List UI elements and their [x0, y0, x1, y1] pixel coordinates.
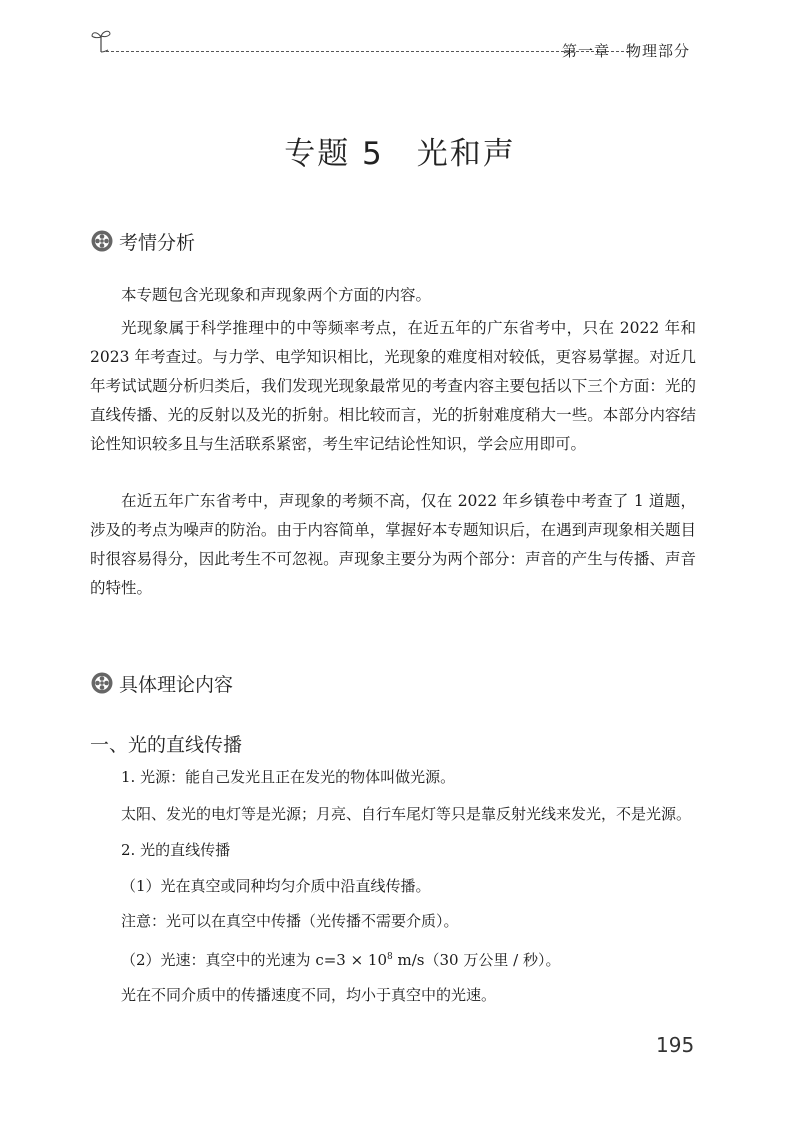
subheading: 一、光的直线传播	[90, 734, 243, 756]
text-line: 光在不同介质中的传播速度不同，均小于真空中的光速。	[121, 986, 497, 1004]
text-line: 1. 光源：能自己发光且正在发光的物体叫做光源。	[121, 768, 456, 786]
light-speed-text: （2）光速：真空中的光速为 c=3 × 10	[121, 951, 388, 969]
light-speed-line	[121, 947, 560, 970]
section-heading-analysis	[90, 228, 195, 254]
page-title: 专题 5 光和声	[284, 136, 516, 172]
header-rule	[106, 51, 634, 52]
light-speed-tail: m/s（30 万公里 / 秒）。	[392, 951, 561, 969]
paragraph: 在近五年广东省考中，声现象的考频不高，仅在 2022 年乡镇卷中考查了 1 道题，涉及的考点为噪声的防治。由于内容简单，掌握好本专题知识后，在遇到声现象相关题目时很容易得分，因此考生不可忽视。声现象主要分为两个部分：声音的产生与传播、声音的特性。	[90, 492, 696, 597]
paragraph: 光现象属于科学推理中的中等频率考点，在近五年的广东省考中，只在 2022 年和 2023 年考查过。与力学、电学知识相比，光现象的难度相对较低，更容易掌握。对近几年考试试题分析归类后，我们发现光现象最常见的考查内容主要包括以下三个方面：光的直线传播、光的反射以及光的折射。相比较而言，光的折射难度稍大一些。本部分内容结论性知识较多且与生活联系紧密，考生牢记结论性知识，学会应用即可。	[90, 319, 696, 453]
chapter-label: 第一章 物理部分	[561, 42, 690, 60]
section-heading-label: 具体理论内容	[119, 673, 234, 696]
section-heading-label: 考情分析	[119, 231, 196, 254]
text-line: （1）光在真空或同种均匀介质中沿直线传播。	[121, 877, 431, 895]
flower-badge-icon	[90, 229, 114, 253]
section-heading-theory	[90, 670, 233, 696]
text-line: 注意：光可以在真空中传播（光传播不需要介质）。	[121, 912, 459, 930]
page-number: 195	[656, 1033, 695, 1057]
text-line: 太阳、发光的电灯等是光源；月亮、自行车尾灯等只是靠反射光线来发光，不是光源。	[121, 805, 692, 823]
text-line: 2. 光的直线传播	[121, 841, 231, 859]
light-speed-exponent: 8	[387, 952, 393, 962]
paragraph: 本专题包含光现象和声现象两个方面的内容。	[121, 286, 432, 304]
flower-badge-icon	[90, 671, 114, 695]
page-header	[90, 28, 690, 64]
